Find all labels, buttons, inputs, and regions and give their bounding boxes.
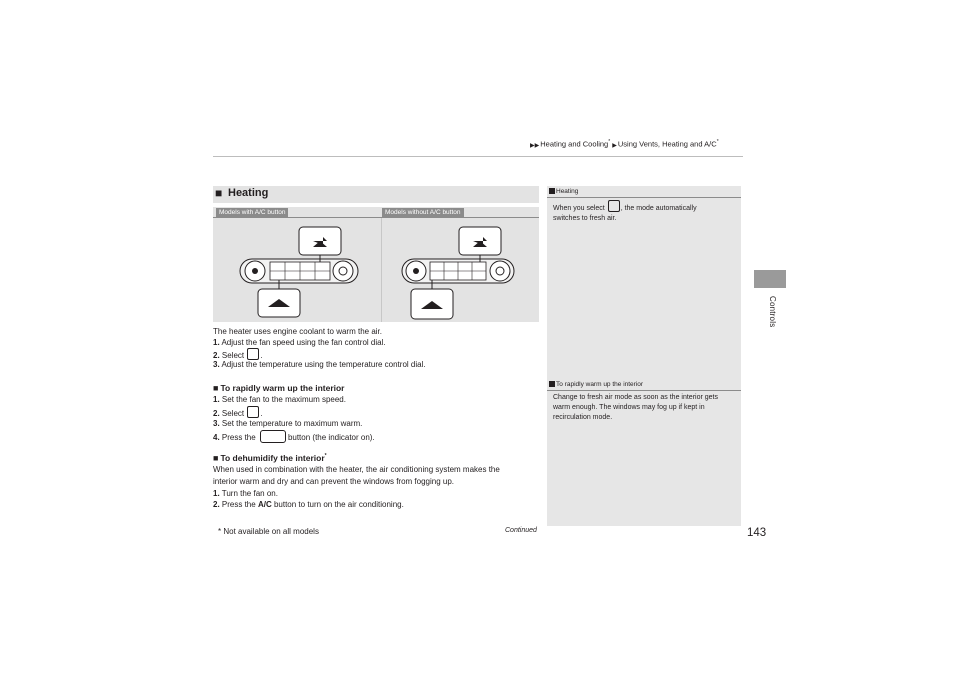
header-divider <box>213 156 743 157</box>
recirculation-callout-icon <box>258 280 300 317</box>
step-text: Adjust the temperature using the temperature control dial. <box>221 360 426 369</box>
dehumidify-line-1: When used in combination with the heater, the air conditioning system makes the <box>213 465 500 474</box>
note-heading <box>549 381 643 388</box>
rapid-warm-title: To rapidly warm up the interior <box>220 383 345 393</box>
note-text: When you select <box>553 205 605 212</box>
note-rule <box>547 197 741 198</box>
step-text-end: . <box>260 351 263 360</box>
mode-floor-icon <box>247 406 259 418</box>
step-text: Set the temperature to maximum warm. <box>221 419 363 428</box>
step-text-end: button (the indicator on). <box>287 433 375 442</box>
step-number: 1. <box>213 489 220 498</box>
footnote-mark: * <box>608 139 611 145</box>
step-text: Press the <box>221 500 256 509</box>
mode-callout-icon-right <box>459 227 501 262</box>
rapid-warm-heading <box>213 383 345 393</box>
note-title: To rapidly warm up the interior <box>556 381 644 388</box>
control-panel-illustration <box>213 207 539 322</box>
figure-tag-ac: Models with A/C button <box>216 208 288 217</box>
section-title: Heating <box>228 187 269 199</box>
note-heading <box>549 188 578 195</box>
defrost-callout-icon <box>411 280 453 319</box>
step-number: 3. <box>213 419 220 428</box>
dehumidify-step-2 <box>213 499 404 511</box>
step-text: Adjust the fan speed using the fan control dial. <box>221 338 386 347</box>
note-body <box>553 393 738 423</box>
breadcrumb-arrow-icon: ▶ <box>612 142 617 149</box>
mode-floor-icon <box>608 200 620 212</box>
note-marker-icon <box>549 188 555 194</box>
footnote-mark: * <box>716 139 719 145</box>
step-number: 4. <box>213 433 220 442</box>
section-header <box>213 186 539 203</box>
step-number: 1. <box>213 395 220 404</box>
step-number: 2. <box>213 409 220 418</box>
dehumidify-step-1 <box>213 488 278 500</box>
step-number: 2. <box>213 500 220 509</box>
figure-tag-no-ac: Models without A/C button <box>382 208 464 217</box>
rapid-step-1 <box>213 394 346 406</box>
page-number: 143 <box>747 527 767 539</box>
control-panel-figure <box>213 207 539 322</box>
dehumidify-title: To dehumidify the interior <box>220 453 325 463</box>
note-text: recirculation mode. <box>553 414 613 421</box>
breadcrumb-arrow-icon: ▶▶ <box>530 142 540 149</box>
step-text-end: button to turn on the air conditioning. <box>273 500 404 509</box>
step-text: Turn the fan on. <box>221 489 278 498</box>
dehumidify-heading <box>213 453 327 463</box>
step-number: 3. <box>213 360 220 369</box>
dehumidify-line-2: interior warm and dry and can prevent the windows from fogging up. <box>213 477 455 486</box>
step-3 <box>213 359 426 371</box>
footnote-mark: * <box>324 453 327 460</box>
rapid-step-3 <box>213 418 362 430</box>
chapter-tab-label: Controls <box>768 296 777 328</box>
note-marker-icon <box>549 381 555 387</box>
ac-button-label: A/C <box>257 500 272 509</box>
note-text: Change to fresh air mode as soon as the interior gets <box>553 394 718 401</box>
section-square-icon: ■ <box>215 186 223 200</box>
note-body <box>553 200 738 224</box>
note-rapid-warm <box>547 379 741 526</box>
breadcrumb-heating-cooling[interactable]: Heating and Cooling <box>540 139 609 149</box>
car-recirculation-icon <box>260 430 286 443</box>
footnote: * Not available on all models <box>218 527 319 536</box>
chapter-tab-marker <box>754 270 786 288</box>
mode-callout-icon <box>299 227 341 262</box>
control-panel-icon <box>240 259 514 283</box>
intro-text: The heater uses engine coolant to warm the air. <box>213 327 382 336</box>
breadcrumb <box>530 139 719 149</box>
subhead-square-icon: ■ <box>213 383 219 393</box>
rapid-step-4 <box>213 430 375 444</box>
continued-label: Continued <box>505 527 537 534</box>
step-text: Press the <box>221 433 256 442</box>
step-number: 2. <box>213 351 220 360</box>
note-text: switches to fresh air. <box>553 215 617 222</box>
note-text: warm enough. The windows may fog up if kept in <box>553 404 705 411</box>
note-text: , the mode automatically <box>620 205 697 212</box>
note-heating <box>547 186 741 379</box>
note-title: Heating <box>556 188 579 195</box>
step-number: 1. <box>213 338 220 347</box>
step-text: Select <box>221 409 245 418</box>
note-rule <box>547 390 741 391</box>
step-text-end: . <box>260 409 263 418</box>
breadcrumb-vents[interactable]: Using Vents, Heating and A/C <box>617 139 717 149</box>
subhead-square-icon: ■ <box>213 453 219 463</box>
step-1 <box>213 337 386 349</box>
step-text: Select <box>221 351 245 360</box>
step-text: Set the fan to the maximum speed. <box>221 395 346 404</box>
